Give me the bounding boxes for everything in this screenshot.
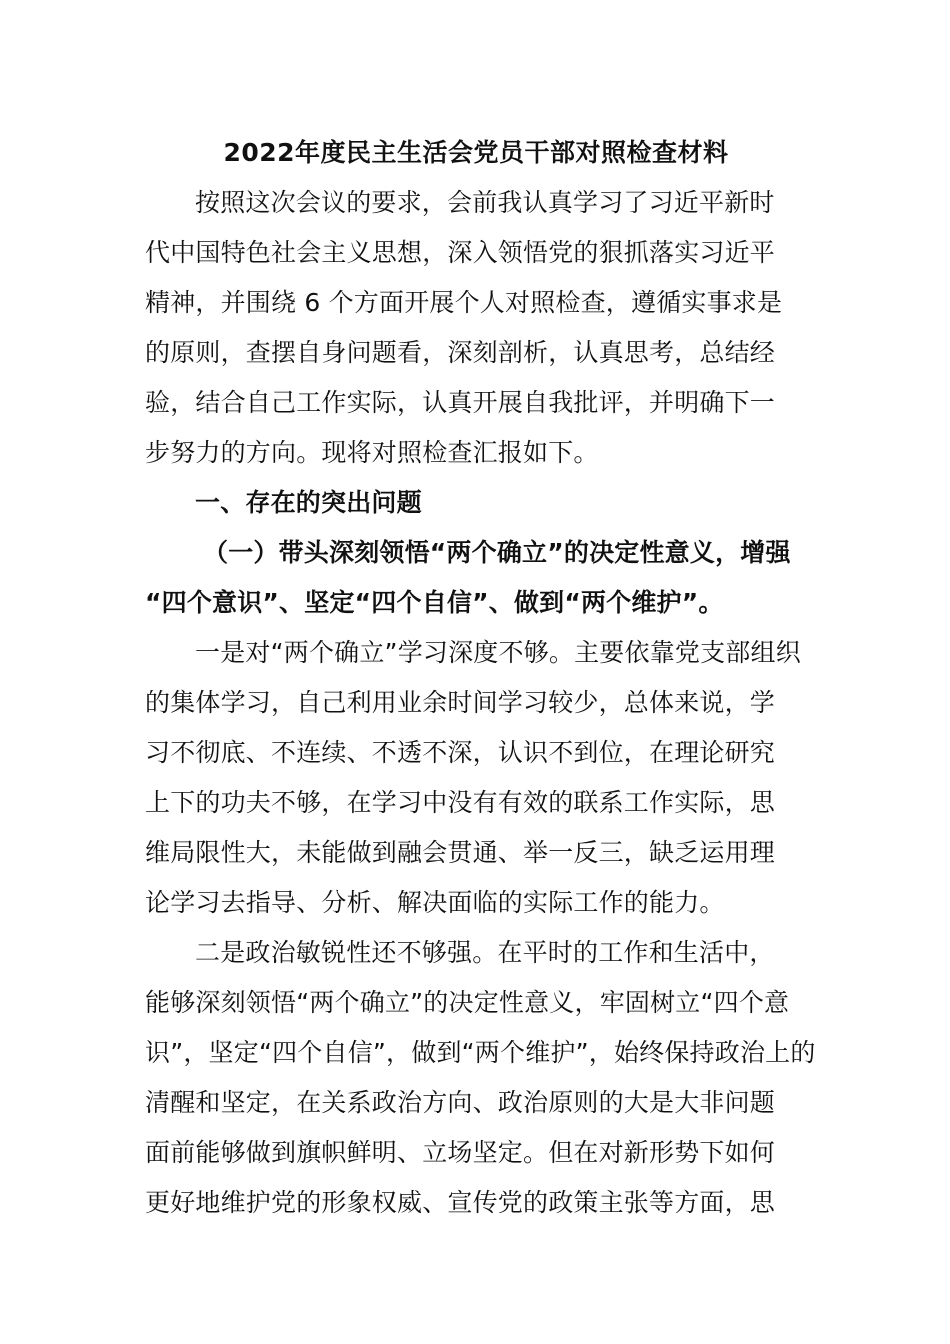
paragraph-line: 清醒和坚定，在关系政治方向、政治原则的大是大非问题 bbox=[145, 1088, 776, 1117]
paragraph-line: 上下的功夫不够，在学习中没有有效的联系工作实际，思 bbox=[145, 788, 776, 817]
intro-line: 的原则，查摆自身问题看，深刻剖析，认真思考，总结经 bbox=[145, 338, 776, 367]
paragraph-line: 更好地维护党的形象权威、宣传党的政策主张等方面，思 bbox=[145, 1188, 776, 1217]
paragraph-line: 的集体学习，自己利用业余时间学习较少，总体来说，学 bbox=[145, 688, 776, 717]
paragraph-line: 能够深刻领悟“两个确立”的决定性意义，牢固树立“四个意 bbox=[145, 988, 790, 1017]
paragraph-line: 二是政治敏锐性还不够强。在平时的工作和生活中， bbox=[195, 938, 775, 967]
paragraph-1 bbox=[145, 628, 807, 928]
paragraph-line: 论学习去指导、分析、解决面临的实际工作的能力。 bbox=[145, 888, 725, 917]
paragraph-line: 维局限性大，未能做到融会贯通、举一反三，缺乏运用理 bbox=[145, 838, 776, 867]
intro-paragraph bbox=[145, 178, 807, 478]
subsection-line: （一）带头深刻领悟“两个确立”的决定性意义，增强 bbox=[203, 538, 791, 567]
paragraph-line: 面前能够做到旗帜鲜明、立场坚定。但在对新形势下如何 bbox=[145, 1138, 776, 1167]
intro-line: 验，结合自己工作实际，认真开展自我批评，并明确下一 bbox=[145, 388, 776, 417]
intro-line: 代中国特色社会主义思想，深入领悟党的狠抓落实习近平 bbox=[145, 238, 776, 267]
paragraph-line: 一是对“两个确立”学习深度不够。主要依靠党支部组织 bbox=[195, 638, 801, 667]
intro-line: 精神，并围绕 6 个方面开展个人对照检查，遵循实事求是 bbox=[145, 288, 783, 317]
document-title: 2022年度民主生活会党员干部对照检查材料 bbox=[223, 138, 729, 167]
paragraph-line: 习不彻底、不连续、不透不深，认识不到位，在理论研究 bbox=[145, 738, 776, 767]
intro-line: 按照这次会议的要求，会前我认真学习了习近平新时 bbox=[195, 188, 775, 217]
intro-line: 步努力的方向。现将对照检查汇报如下。 bbox=[145, 438, 599, 467]
paragraph-2 bbox=[145, 928, 816, 1228]
subsection-line: “四个意识”、坚定“四个自信”、做到“两个维护”。 bbox=[145, 588, 724, 617]
section-heading: 一、存在的突出问题 bbox=[195, 488, 422, 517]
subsection-heading bbox=[145, 528, 807, 628]
paragraph-line: 识”，坚定“四个自信”，做到“两个维护”，始终保持政治上的 bbox=[145, 1038, 816, 1067]
document-page bbox=[145, 128, 816, 1228]
